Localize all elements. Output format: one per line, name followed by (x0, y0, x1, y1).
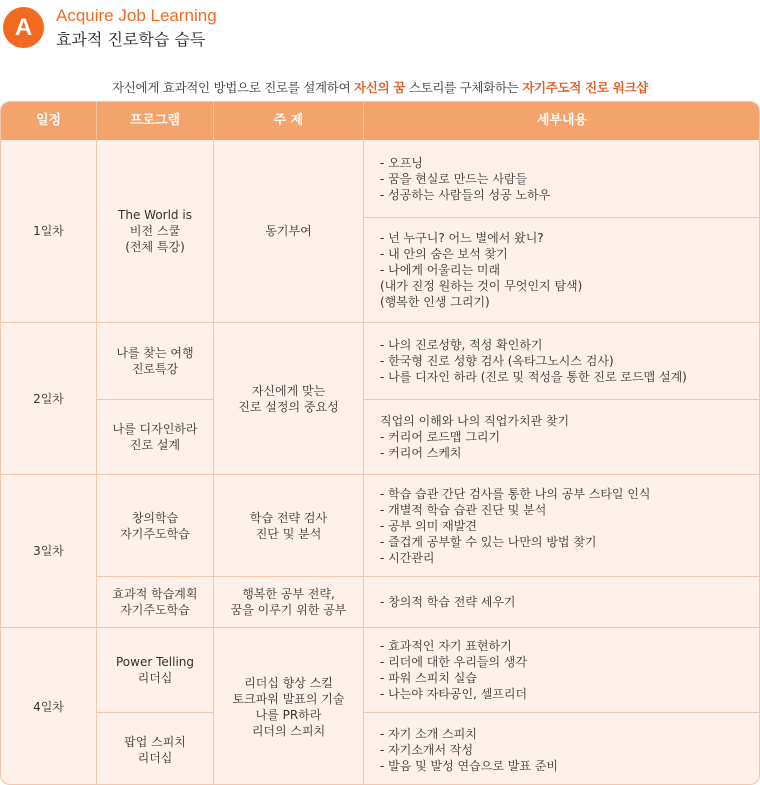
day-label: 2일차 (33, 391, 64, 406)
topic-cell (214, 577, 363, 627)
detail-cell (364, 713, 760, 785)
detail-cell (364, 400, 760, 474)
program-label: 나를 디자인하라 진로 설계 (112, 422, 198, 452)
day-cell (1, 140, 96, 322)
header-divider (96, 102, 97, 140)
intro-part2: 스토리를 구체화하는 (405, 80, 523, 95)
topic-label: 행복한 공부 전략, 꿈을 이루기 위한 공부 (230, 587, 347, 617)
day-cell (1, 628, 96, 785)
program-label: Power Telling 리더십 (116, 655, 194, 685)
topic-cell (214, 628, 363, 785)
detail-text: - 학습 습관 간단 검사를 통한 나의 공부 스타일 인식 - 개별적 학습 습관 진단 및 분석 - 공부 의미 재발견 - 즐겁게 공부할 수 있는 나만의 방법 찾기 - 시간관리 (380, 486, 651, 565)
topic-cell (214, 140, 363, 322)
day-label: 4일차 (33, 700, 64, 714)
topic-cell (214, 475, 363, 576)
section-title-english: Acquire Job Learning (56, 6, 217, 25)
program-label: 창의학습 자기주도학습 (120, 510, 190, 541)
detail-text: 직업의 이해와 나의 직업가치관 찾기 - 커리어 로드맵 그리기 - 커리어 스케치 (380, 414, 570, 460)
program-cell (97, 713, 213, 785)
topic-cell (214, 323, 363, 474)
program-cell (97, 400, 213, 474)
header-topic: 주 제 (273, 113, 304, 128)
program-cell (97, 323, 213, 399)
program-label: 효과적 학습계획 자기주도학습 (112, 587, 198, 617)
detail-cell (364, 218, 760, 322)
intro-text (0, 78, 760, 96)
section-badge: A (3, 7, 44, 48)
schedule-table (0, 101, 760, 785)
topic-label: 학습 전략 검사 진단 및 분석 (249, 510, 328, 541)
day-cell (1, 475, 96, 627)
detail-cell (364, 475, 760, 576)
day-cell (1, 323, 96, 474)
intro-highlight-dream: 자신의 꿈 (354, 80, 406, 95)
detail-text: - 창의적 학습 전략 세우기 (380, 595, 516, 609)
detail-cell (364, 628, 760, 712)
topic-label: 자신에게 맞는 진로 설정의 중요성 (238, 383, 339, 414)
detail-cell (364, 577, 760, 627)
table-header-row (1, 102, 760, 140)
detail-text: - 넌 누구니? 어느 별에서 왔니? - 내 안의 숨은 보석 찾기 - 나에게 어울리는 미래 (내가 진정 원하는 것이 무엇인지 탐색) (행복한 인생 그리기) (380, 231, 583, 309)
intro-highlight-workshop: 자기주도적 진로 워크샵 (522, 80, 649, 95)
detail-text: - 나의 진로성향, 적성 확인하기 - 한국형 진로 성향 검사 (옥타그노시스 검사) - 나를 디자인 하라 (진로 및 적성을 통한 진로 로드맵 설계) (380, 338, 687, 384)
program-label: 팝업 스피치 리더십 (124, 734, 186, 765)
program-cell (97, 140, 213, 322)
topic-label: 동기부여 (265, 224, 312, 238)
section-title-korean: 효과적 진로학습 습득 (56, 30, 206, 49)
detail-text: - 자기 소개 스피치 - 자기소개서 작성 - 발음 및 발성 연습으로 발표 준비 (380, 726, 558, 773)
header-schedule: 일정 (35, 113, 62, 128)
program-cell (97, 577, 213, 627)
detail-cell (364, 323, 760, 399)
section-header (3, 4, 403, 48)
program-cell (97, 628, 213, 712)
topic-label: 리더십 향상 스킬 토크파워 발표의 기술 나를 PR하라 리더의 스피치 (232, 676, 345, 738)
header-divider (363, 102, 364, 140)
header-divider (213, 102, 214, 140)
intro-part1: 자신에게 효과적인 방법으로 진로를 설계하여 (111, 80, 355, 95)
day-label: 3일차 (33, 544, 64, 558)
program-label: 나를 찾는 여행 진로특강 (116, 346, 194, 376)
header-program: 프로그램 (129, 113, 181, 128)
detail-text: - 오프닝 - 꿈을 현실로 만드는 사람들 - 성공하는 사람들의 성공 노하우 (380, 155, 551, 202)
header-details: 세부내용 (536, 113, 588, 128)
detail-text: - 효과적인 자기 표현하기 - 리더에 대한 우리들의 생각 - 파워 스피치 실습 - 나는야 자타공인, 셀프리더 (380, 639, 528, 701)
day-label: 1일차 (33, 224, 64, 238)
program-label: The World is 비전 스쿨 (전체 특강) (118, 208, 192, 254)
program-cell (97, 475, 213, 576)
detail-cell (364, 140, 760, 217)
